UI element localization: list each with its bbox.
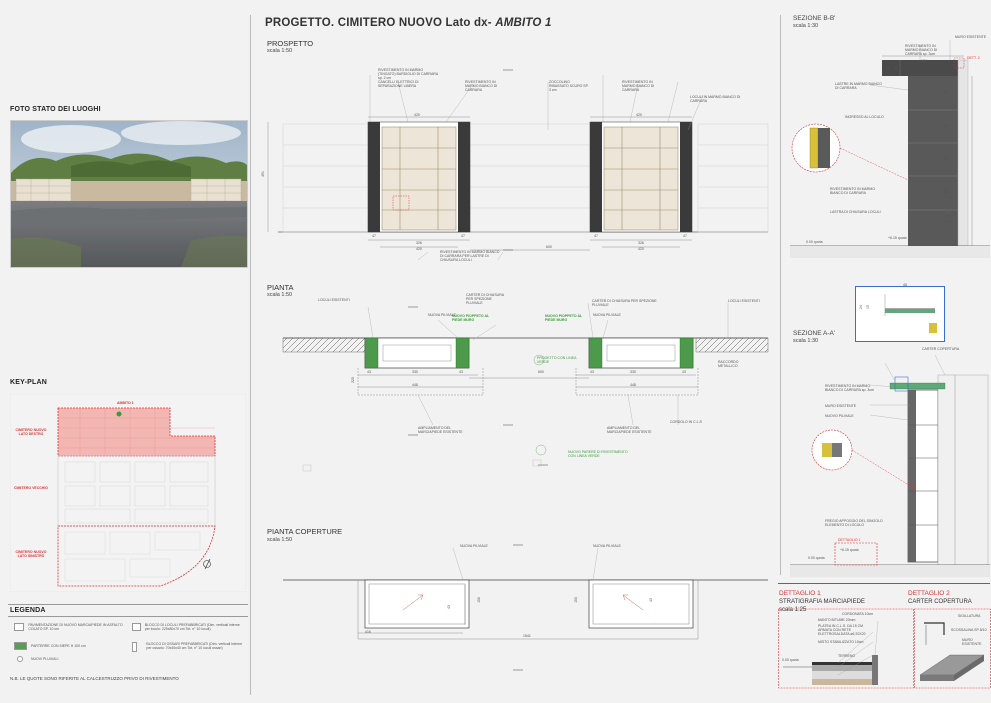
prospetto-drawing [258,60,776,275]
sezione-aa-level-b: 0.00 quota [808,556,825,560]
prospetto-dim-2: 491 [260,171,265,177]
pianta-dim-8: 43 [682,370,686,374]
sezione-aa-label: SEZIONE A-A' [793,330,836,337]
sezione-aa-note-0: CARTER COPERTURA [922,347,960,351]
pianta-note-7: AMPLIAMENTO DEL MARCIAPIEDE ESISTENTE [607,426,652,434]
sezione-aa-dim-0: 45 [903,283,907,287]
legend-item-parterre [14,642,124,650]
prospetto-dim-6: 47 [683,234,687,238]
dettaglio-1-note-4: TERRENO [838,654,856,658]
legend-swatch-ossari [132,642,137,652]
prospetto-dim-1: 420 [636,113,642,117]
pianta-note-2: CARTER DI CHIUSURA PER SPEZIONE PLUVIALE [466,293,504,305]
prospetto-dim-11: 600 [546,245,552,249]
coperture-note-1: NUOVA PILVIALE [593,544,621,548]
legend-text-pluviali: NUOVI PLUVIALI [31,657,59,661]
pianta-dim-7: 43 [590,370,594,374]
pianta-dim-9: 225 [350,377,355,383]
sezione-aa-note-1: RIVESTIMENTO IN MARMO BIANCO DI CARRARA sp. 3cm [825,384,875,392]
sezione-bb-dim-3: 83 [944,90,948,94]
dettaglio-2-sub: CARTER COPERTURA [908,599,972,605]
column-divider-left [250,15,251,695]
pianta-green-note-0: NUOVO PIOPPETO AL PIEDE MURO [452,314,490,322]
coperture-note-0: NUOVA PILVIALE [460,544,488,548]
keyplan-label: KEY-PLAN [10,379,47,386]
sezione-bb-level-a: +6.15 quota [888,236,907,240]
coperture-scale: scala 1:50 [267,537,293,543]
prospetto-note-2: RIVESTIMENTO IN MARMO BIANCO DI CARRARA [465,80,498,92]
sezione-bb-dim-7: 105 [944,214,950,218]
coperture-drawing [258,540,776,680]
coperture-label: PIANTA COPERTURE [267,527,343,536]
legenda-rule-bottom [8,616,248,617]
coperture-dim-2: 43 [648,598,653,602]
dettaglio-2-note-2: MURO ESISTENTE [962,638,982,646]
prospetto-note-0: RIVESTIMENTO IN MARMO (TINGATO) BARDIGLIO DI CARRARA sp. 2 cm [378,68,438,80]
prospetto-dim-10: 420 [638,247,644,251]
prospetto-dim-7: 326 [416,241,422,245]
coperture-dim-3: 1541 [523,634,531,638]
sezione-aa-dim-1: 24 [858,305,863,309]
sezione-bb-dim-6: 83 [944,190,948,194]
pianta-drawing [258,295,776,475]
sezione-bb-note-3: RIVESTIMENTO IN MARMO BIANCO DI CARRARA [830,187,876,195]
keyplan-map [10,394,246,592]
page-title-main: PROGETTO. CIMITERO NUOVO Lato dx- [265,17,496,29]
coperture-dim-0: 416 [365,630,371,634]
legend-text-loculi: BLOCCO DI LOCULI PREFABBRICATI (Dim. verticali interne per loculo: 225x80x70 cm Tot. n° 10 loculi) [144,623,240,631]
prospetto-note-1: CANCELLI ELETTRICI DI SEPARAZIONE LIBERA [378,80,419,88]
sezione-aa-note-4: FREGIO APPOGGIO DEL SINGOLO ELEMENTO DI LOCULO [825,519,883,527]
dettaglio-1-note-0: CORDONATA 10cm [842,612,874,616]
legend-text-parterre: PARTERRE CON SIEPE H 100 cm [31,644,86,648]
dettaglio-1-note-1: MANTO BITUME 20mm [818,618,856,622]
sezione-bb-scale: scala 1:30 [793,23,819,29]
prospetto-note-6: RIVESTIMENTO IN MARMO BIANCO DI CARRARA PER LASTRE DI CHIUSURA LOCULI [440,250,500,262]
prospetto-scale: scala 1:50 [267,48,293,54]
sezione-bb-note-0: RIVESTIMENTO IN MARMO BIANCO DI CARRARA sp. 3cm [905,44,938,56]
dettaglio-1-scale: scala 1:25 [779,607,807,613]
coperture-dim-1: 43 [446,605,451,609]
sezione-bb-dim-4: 83 [944,124,948,128]
prospetto-label: PROSPETTO [267,39,314,48]
sezione-bb-note-5: MURO ESISTENTE [955,35,987,39]
pianta-note-9: RACCORDO METALLICO [718,360,739,368]
ambito-marker [117,412,122,417]
coperture-dim-4: 150 [476,597,481,603]
pianta-note-6: AMPLIAMENTO DEL MARCIAPIEDE ESISTENTE [418,426,463,434]
pianta-green-note-1: NUOVO PIOPPETO AL PIEDE MURO [545,314,583,322]
prospetto-note-5: LOCULI IN MARMO BIANCO DI CARRARA [690,95,741,103]
pianta-dim-1: 448 [412,383,418,387]
legenda-rule [8,604,248,605]
dettaglio-1-sub: STRATIGRAFIA MARCIAPIEDE [779,599,865,605]
sezione-bb-label: SEZIONE B-B' [793,15,836,22]
column-divider-right [780,15,781,575]
prospetto-note-3: ZOCCOLINO RIBASSATO SCURO SP. 3 cm [549,80,589,92]
sezione-bb-note-4: LASTRA DI CHIUSURA LOCULI [830,210,881,214]
sezione-bb-dim-5: 83 [944,157,948,161]
legend-swatch-parterre [14,642,27,650]
legend-swatch-asfalto [14,623,24,631]
pianta-label: PIANTA [267,283,294,292]
keyplan-zone-3: CIMITERO NUOVO LATO SINISTRO [15,550,47,558]
sezione-aa-keydetail [855,286,945,342]
prospetto-dim-3: 47 [372,234,376,238]
dettaglio-2-note-1: SCOSSALINA SP 8/10 [951,628,987,632]
dettagli-rule [778,583,990,584]
pianta-green-note-2: PROGETTO CON LINEA VERDE [537,356,577,364]
legend-item-loculi [132,623,244,631]
sezione-bb-note-2: INGRESSO AL LOCULO [845,115,884,119]
prospetto-dim-8: 326 [638,241,644,245]
keyplan-zone-1: CIMITERO NUOVO LATO DESTRO [15,428,47,436]
coperture-dim-5: 150 [573,597,578,603]
pianta-dim-0: 330 [412,370,418,374]
legend-item-ossari [132,642,244,652]
prospetto-note-4: RIVESTIMENTO IN MARMO BIANCO DI CARRARA [622,80,655,92]
sezione-aa-note-2: MURO ESISTENTE [825,404,857,408]
sezione-bb-note-1: LASTRE IN MARMO BIANCO DI CARRARA [835,82,882,90]
pianta-note-5: LOCULI ESISTENTI [728,299,760,303]
dettaglio-1-level: 0.00 quota [782,658,799,662]
pianta-note-4: NUOVA PILVIALE [593,313,621,317]
site-photo-image [11,121,247,267]
legenda-label: LEGENDA [10,607,46,614]
note-text: N.B. LE QUOTE SONO RIFERITE AL CALCESTRUZZO PRIVO DI RIVESTIMENTO [10,676,179,681]
prospetto-dim-4: 47 [461,234,465,238]
pianta-note-0: LOCULI ESISTENTI [318,298,350,302]
pianta-dim-5: 43 [367,370,371,374]
pianta-note-1: NUOVA PILVIALE [428,313,456,317]
sezione-aa-drawing [790,345,990,580]
prospetto-dim-9: 420 [416,247,422,251]
pianta-dim-3: 448 [630,383,636,387]
pianta-dim-4: 600 [538,370,544,374]
sezione-bb-dim-1: 24 [893,66,897,70]
site-photo [10,120,248,268]
pianta-note-8: CORDOLO IN C.L.S [670,420,702,424]
sezione-bb-dim-2: 15 [886,66,890,70]
legend-item-pluviali [14,656,124,662]
dettaglio-1-label: DETTAGLIO 1 [779,590,821,597]
pianta-green-note-3: NUOVO PARERE DI RIVESTIMENTO CON LINEA VERDE [568,450,628,458]
pianta-dim-6: 43 [459,370,463,374]
dettaglio-2-label: DETTAGLIO 2 [908,590,950,597]
keyplan-zone-2: CIMITERO VECCHIO [13,486,49,490]
legend-item-asfalto [14,623,124,631]
pianta-scale: scala 1:50 [267,292,293,298]
sezione-bb-level-b: 0.00 quota [806,240,823,244]
sezione-aa-note-3: NUOVO PILVIALE [825,414,854,418]
sezione-bb-dim-0: 184 [921,59,927,63]
keyplan-ambito-label: AMBITO 1 [117,401,134,405]
legend-text-asfalto: PAVIMENTAZIONE DI NUOVO MARCIAPIEDE IN ASFALTO COLATO SP. 10 cm [28,623,123,631]
prospetto-dim-5: 47 [594,234,598,238]
sezione-bb-detail-ref: DETT. 2 [967,56,980,60]
legend-swatch-pluviali [17,656,23,662]
photo-label: FOTO STATO DEI LUOGHI [10,106,101,113]
pianta-note-3: CARTER DI CHIUSURA PER SPEZIONE PLUVIALE [592,299,657,307]
page-title [265,17,552,29]
sezione-aa-level-a: +6.15 quota [840,548,859,552]
dettaglio-1-note-2: PLATEA IN C.L.S. DA 15 CM ARMATA CON RETE ELETTROSALDATA ø6 20X20 [818,624,866,636]
sezione-aa-detail-ref: DETTAGLIO 1 [838,538,861,542]
sezione-aa-dim-2: 15 [865,305,870,309]
sezione-aa-scale: scala 1:30 [793,338,819,344]
dettaglio-1-note-3: MISTO STABILIZZATO 10cm [818,640,864,644]
prospetto-dim-0: 420 [414,113,420,117]
pianta-dim-2: 330 [630,370,636,374]
legend-swatch-loculi [132,623,141,631]
page-title-ambito: AMBITO 1 [495,17,552,29]
dettaglio-2-note-0: SIGILLATURA [958,614,981,618]
legend-text-ossari: BLOCCO DI OSSARI PREFABBRICATI (Dim. verticali interne per ossario: 70x40x40 cm Tot. n° 10 loculi ossari) [146,642,243,650]
